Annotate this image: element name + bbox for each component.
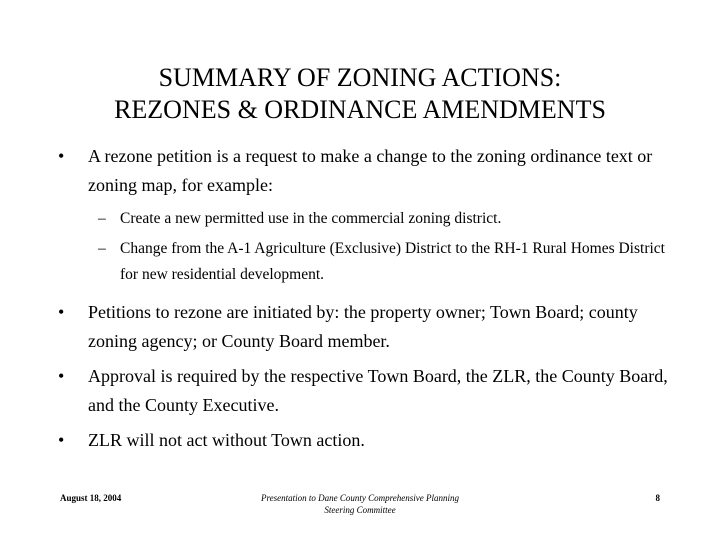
slide-title xyxy=(40,62,680,126)
sub-bullet-item xyxy=(58,206,678,232)
sub-bullet-marker: – xyxy=(98,240,106,257)
footer-date: August 18, 2004 xyxy=(60,493,122,503)
sub-bullet-item xyxy=(58,236,678,288)
sub-bullet-marker: – xyxy=(98,210,106,227)
title-line-2: REZONES & ORDINANCE AMENDMENTS xyxy=(114,95,606,124)
bullet-marker: • xyxy=(58,146,65,166)
footer-center-line-2: Steering Committee xyxy=(324,505,396,515)
bullet-item-rezone-petition xyxy=(58,142,678,200)
bullet-item-approval xyxy=(58,362,678,420)
bullet-marker: • xyxy=(58,366,65,386)
footer-center-line-1: Presentation to Dane County Comprehensive Planning xyxy=(260,493,460,503)
bullet-marker: • xyxy=(58,302,65,322)
bullet-item-zlr-action xyxy=(58,426,678,455)
bullet-text: Petitions to rezone are initiated by: the property owner; Town Board; county zoning agency; or County Board member. xyxy=(88,302,638,351)
title-line-1: SUMMARY OF ZONING ACTIONS: xyxy=(158,63,562,92)
bullet-text: A rezone petition is a request to make a change to the zoning ordinance text or zoning map, for example: xyxy=(88,146,653,195)
bullet-marker: • xyxy=(58,430,65,450)
page-number: 8 xyxy=(655,493,660,503)
sub-bullet-text: Change from the A-1 Agriculture (Exclusive) District to the RH-1 Rural Homes District for new residential development. xyxy=(120,240,665,283)
bullet-text: ZLR will not act without Town action. xyxy=(88,430,365,450)
bullet-text: Approval is required by the respective Town Board, the ZLR, the County Board, and the County Executive. xyxy=(88,366,668,415)
sub-bullet-list xyxy=(58,206,678,288)
footer-presentation-title xyxy=(220,492,500,516)
bullet-item-petition-initiators xyxy=(58,298,678,356)
sub-bullet-text: Create a new permitted use in the commercial zoning district. xyxy=(120,210,502,227)
bullet-list xyxy=(58,142,678,461)
